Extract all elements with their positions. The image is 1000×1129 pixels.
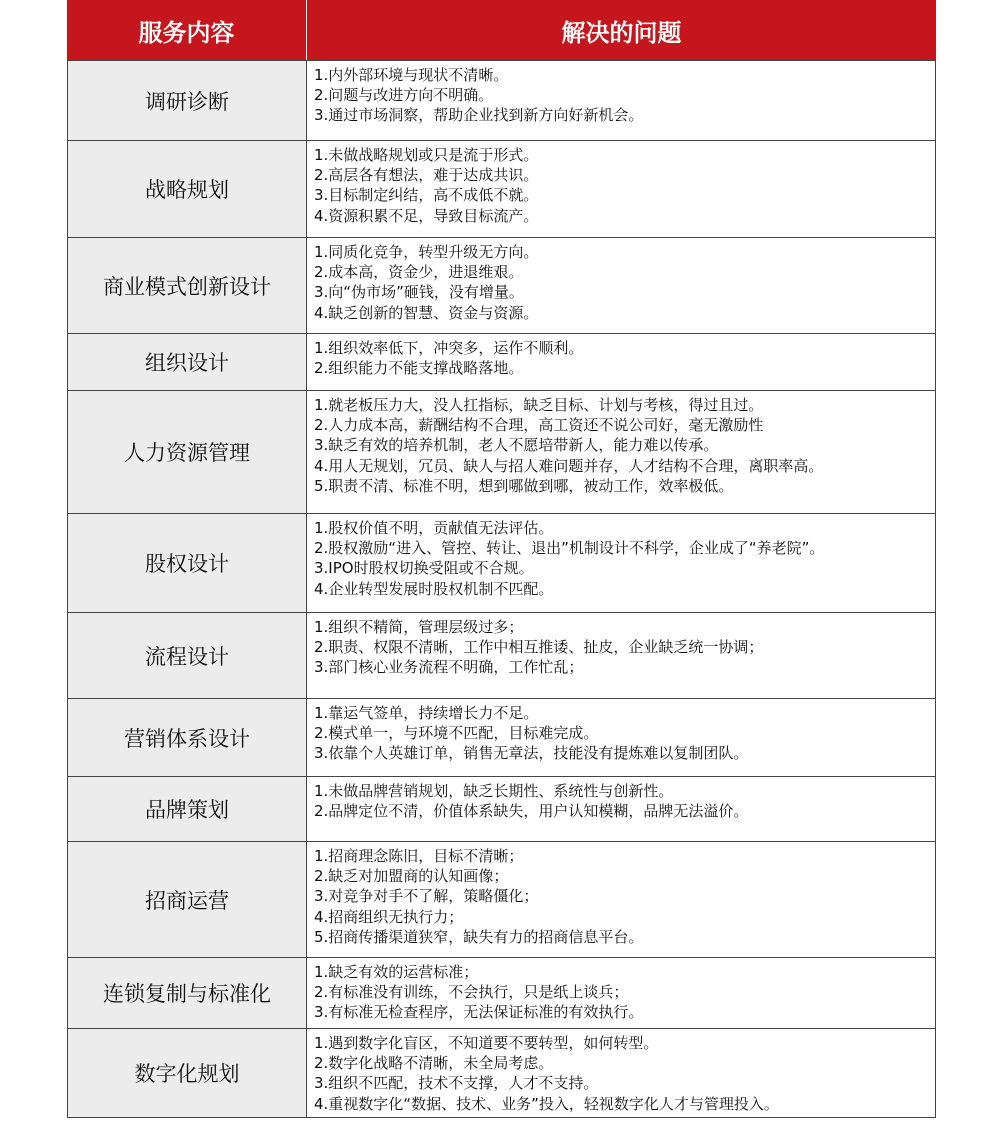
problem-line: 2.缺乏对加盟商的认知画像； [314, 867, 509, 886]
problem-line: 3.对竞争对手不了解，策略僵化； [314, 887, 539, 906]
problem-line: 3.通过市场洞察，帮助企业找到新方向好新机会。 [314, 106, 644, 125]
table-row [67, 698, 936, 776]
problem-line: 2.股权激励“进入、管控、转让、退出”机制设计不科学，企业成了“养老院”。 [314, 539, 825, 558]
problem-line: 2.职责、权限不清晰，工作中相互推诿、扯皮，企业缺乏统一协调； [314, 638, 764, 657]
problem-line: 3.IPO时股权切换受阻或不合规。 [314, 559, 534, 578]
problems-cell [307, 141, 936, 237]
problem-line: 3.向“伪市场”砸钱，没有增量。 [314, 283, 524, 302]
problem-line: 3.依靠个人英雄订单，销售无章法，技能没有提炼难以复制团队。 [314, 744, 749, 763]
table-row [67, 841, 936, 957]
problem-line: 4.资源积累不足，导致目标流产。 [314, 206, 539, 225]
problem-line: 1.靠运气签单，持续增长力不足。 [314, 704, 539, 722]
problems-cell [307, 391, 936, 513]
problems-cell [307, 61, 936, 140]
problem-line: 2.人力成本高，薪酬结构不合理，高工资还不说公司好，毫无激励性 [314, 416, 764, 435]
problems-cell [307, 842, 936, 957]
problem-line: 1.招商理念陈旧，目标不清晰； [314, 847, 524, 865]
service-name-cell: 人力资源管理 [67, 391, 307, 513]
service-name-cell: 流程设计 [67, 613, 307, 698]
service-name-cell: 战略规划 [67, 141, 307, 237]
service-name-cell: 商业模式创新设计 [67, 238, 307, 333]
table-row [67, 612, 936, 698]
problems-cell [307, 958, 936, 1028]
problems-cell [307, 514, 936, 612]
table-header [67, 0, 936, 60]
problem-line: 1.内外部环境与现状不清晰。 [314, 66, 509, 84]
problem-line: 1.缺乏有效的运营标准； [314, 963, 479, 981]
table-row [67, 333, 936, 390]
problem-line: 4.招商组织无执行力； [314, 907, 464, 926]
problem-line: 3.缺乏有效的培养机制，老人不愿培带新人，能力难以传承。 [314, 436, 719, 455]
problem-line: 3.目标制定纠结，高不成低不就。 [314, 186, 539, 205]
table-row [67, 60, 936, 140]
problem-line: 1.遇到数字化盲区，不知道要不要转型，如何转型。 [314, 1034, 659, 1052]
table-row [67, 237, 936, 333]
table-bottom-border [67, 1117, 936, 1118]
header-problems-solved: 解决的问题 [561, 18, 682, 47]
problem-line: 1.组织效率低下，冲突多，运作不顺利。 [314, 339, 584, 357]
problem-line: 1.股权价值不明，贡献值无法评估。 [314, 519, 554, 537]
problem-line: 1.组织不精简，管理层级过多； [314, 618, 524, 636]
service-name-cell: 组织设计 [67, 334, 307, 390]
problem-line: 3.部门核心业务流程不明确，工作忙乱； [314, 658, 584, 677]
table-row [67, 390, 936, 513]
problem-line: 3.组织不匹配，技术不支撑，人才不支持。 [314, 1074, 599, 1093]
problem-line: 2.模式单一，与环境不匹配，目标难完成。 [314, 724, 599, 743]
problem-line: 3.有标准无检查程序，无法保证标准的有效执行。 [314, 1003, 644, 1022]
problem-line: 2.有标准没有训练，不会执行，只是纸上谈兵； [314, 983, 629, 1002]
problem-line: 4.重视数字化“数据、技术、业务”投入，轻视数字化人才与管理投入。 [314, 1094, 779, 1113]
service-name-cell: 营销体系设计 [67, 699, 307, 776]
table-row [67, 1028, 936, 1117]
problem-line: 5.职责不清、标准不明，想到哪做到哪，被动工作，效率极低。 [314, 476, 734, 495]
problem-line: 1.未做品牌营销规划，缺乏长期性、系统性与创新性。 [314, 782, 674, 800]
problems-cell [307, 238, 936, 333]
problems-cell [307, 334, 936, 390]
table-row [67, 140, 936, 237]
problem-line: 2.问题与改进方向不明确。 [314, 86, 494, 105]
problem-line: 2.品牌定位不清，价值体系缺失，用户认知模糊，品牌无法溢价。 [314, 802, 749, 821]
problem-line: 5.招商传播渠道狭窄，缺失有力的招商信息平台。 [314, 927, 644, 946]
problem-line: 2.组织能力不能支撑战略落地。 [314, 359, 524, 378]
table-row [67, 776, 936, 841]
service-name-cell: 招商运营 [67, 842, 307, 957]
service-name-cell: 数字化规划 [67, 1029, 307, 1117]
service-name-cell: 品牌策划 [67, 777, 307, 841]
table-row [67, 957, 936, 1028]
problem-line: 2.数字化战略不清晰，未全局考虑。 [314, 1054, 554, 1073]
problem-line: 1.就老板压力大，没人扛指标，缺乏目标、计划与考核，得过且过。 [314, 396, 764, 414]
problems-cell [307, 777, 936, 841]
problem-line: 2.高层各有想法，难于达成共识。 [314, 166, 539, 185]
service-name-cell: 连锁复制与标准化 [67, 958, 307, 1028]
problem-line: 4.缺乏创新的智慧、资金与资源。 [314, 303, 539, 322]
problem-line: 4.用人无规划，冗员、缺人与招人难问题并存，人才结构不合理，离职率高。 [314, 456, 824, 475]
service-name-cell: 调研诊断 [67, 61, 307, 140]
service-table [67, 0, 936, 1118]
problem-line: 1.未做战略规划或只是流于形式。 [314, 146, 539, 164]
problem-line: 4.企业转型发展时股权机制不匹配。 [314, 579, 554, 598]
table-body [67, 60, 936, 1117]
problems-cell [307, 699, 936, 776]
service-name-cell: 股权设计 [67, 514, 307, 612]
problem-line: 1.同质化竞争，转型升级无方向。 [314, 243, 539, 261]
problems-cell [307, 613, 936, 698]
header-service-content: 服务内容 [67, 0, 307, 60]
problem-line: 2.成本高，资金少，进退维艰。 [314, 263, 524, 282]
problems-cell [307, 1029, 936, 1117]
table-row [67, 513, 936, 612]
